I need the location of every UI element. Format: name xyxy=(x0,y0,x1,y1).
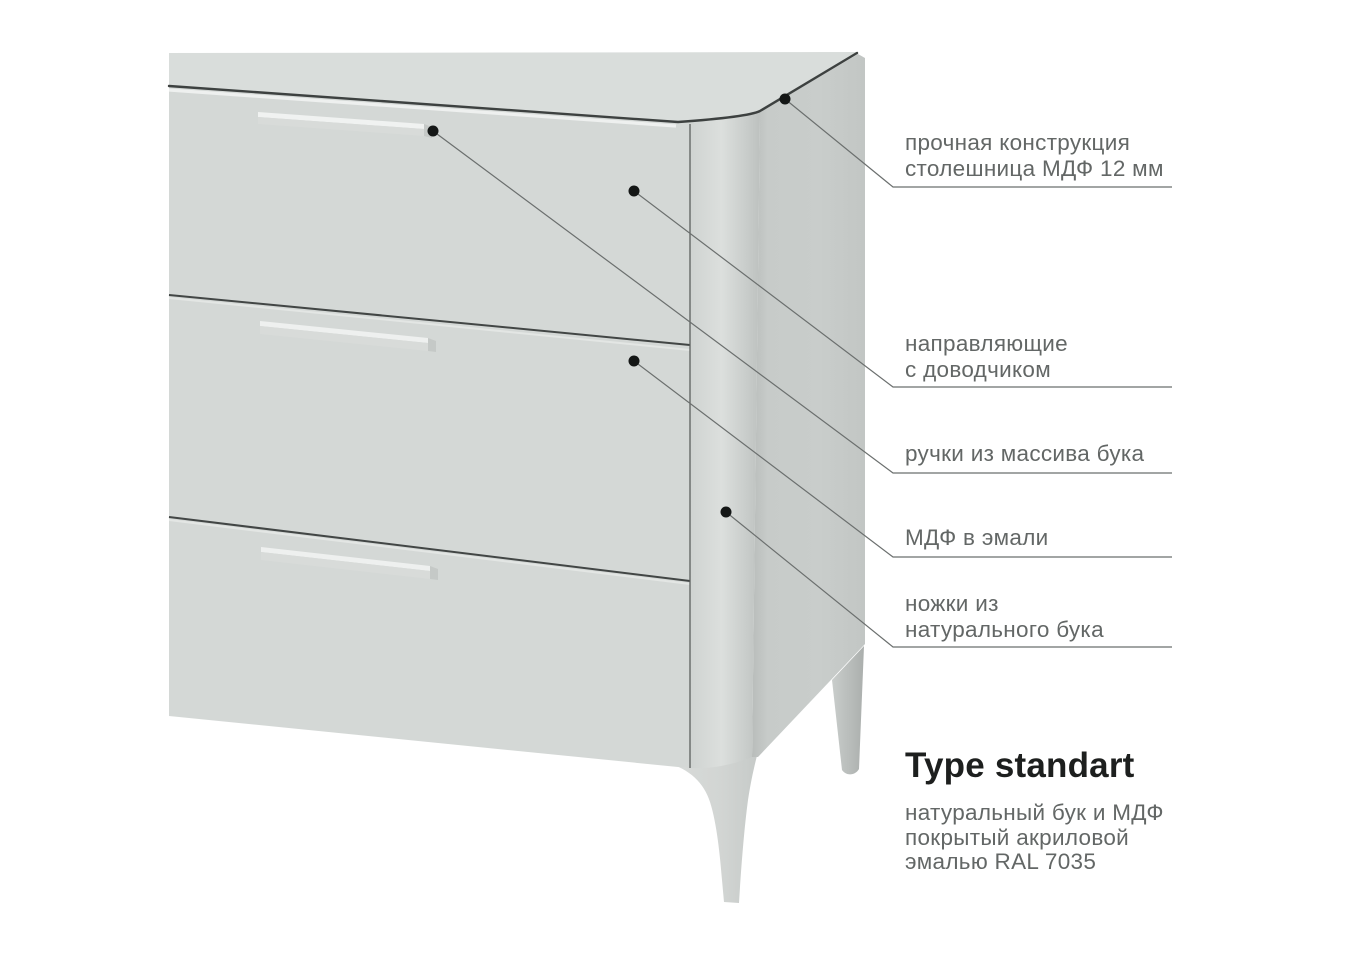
callout-dot-countertop xyxy=(780,94,791,105)
callout-text: направляющие xyxy=(905,331,1068,356)
dresser-side-panel xyxy=(752,54,865,757)
dresser-front-face xyxy=(169,86,760,768)
callout-label-countertop xyxy=(905,130,1164,182)
product-title: Type standart xyxy=(905,746,1135,785)
callout-dot-drawer-slides xyxy=(629,186,640,197)
callout-text: прочная конструкция xyxy=(905,130,1131,155)
callout-text: ручки из массива бука xyxy=(905,441,1145,466)
dresser-front-leg xyxy=(665,752,758,903)
callout-text: МДФ в эмали xyxy=(905,525,1049,550)
product-description-line: покрытый акриловой xyxy=(905,824,1130,850)
callout-label-handles xyxy=(905,441,1144,467)
callout-text: столешница МДФ 12 мм xyxy=(905,156,1164,181)
product-description xyxy=(905,801,1164,875)
product-description-line: эмалью RAL 7035 xyxy=(905,849,1097,874)
callout-text: ножки из xyxy=(905,591,999,616)
callout-dot-handles xyxy=(428,126,439,137)
callout-dot-mdf-enamel xyxy=(629,356,640,367)
callout-text: натурального бука xyxy=(905,617,1104,642)
callout-label-mdf-enamel xyxy=(905,525,1049,551)
callout-dot-legs xyxy=(721,507,732,518)
callout-text: с доводчиком xyxy=(905,357,1051,382)
dresser-corner-pillar xyxy=(690,112,760,768)
callout-label-drawer-slides xyxy=(905,331,1068,383)
callout-label-legs xyxy=(905,591,1104,643)
product-description-line: натуральный бук и МДФ xyxy=(905,800,1164,825)
